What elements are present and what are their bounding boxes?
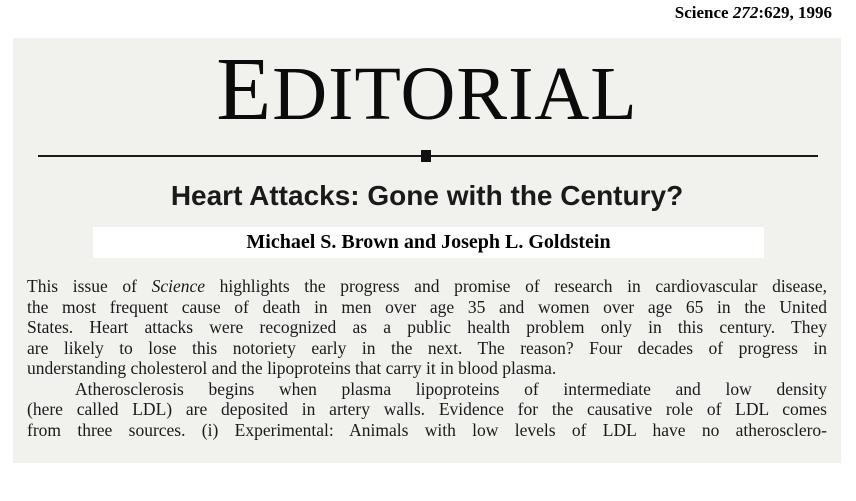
paragraph-1-line-1 bbox=[27, 276, 827, 297]
rule-marker bbox=[421, 150, 431, 162]
paragraph-1-line-3: States. Heart attacks were recognized as a public health problem only in this century. They bbox=[27, 317, 827, 337]
paragraph-1-line-5: understanding cholesterol and the lipoproteins that carry it in blood plasma. bbox=[27, 358, 557, 378]
article-body bbox=[27, 276, 827, 440]
byline: Michael S. Brown and Joseph L. Goldstein bbox=[246, 231, 611, 253]
scanned-article bbox=[13, 38, 841, 463]
journal-name: Science bbox=[151, 276, 205, 296]
paragraph-2-line-1: Atherosclerosis begins when plasma lipoproteins of intermediate and low density bbox=[75, 378, 827, 399]
citation-volume: 272 bbox=[732, 3, 759, 22]
byline-box bbox=[93, 227, 764, 258]
citation bbox=[675, 3, 832, 23]
citation-journal: Science bbox=[674, 3, 729, 22]
text-run: This issue of bbox=[27, 276, 152, 296]
masthead-rest: DITORIAL bbox=[272, 52, 638, 136]
editorial-masthead bbox=[13, 40, 841, 144]
citation-pages-year: :629, 1996 bbox=[758, 3, 832, 22]
paragraph-1-line-2: the most frequent cause of death in men over age 35 and women over age 65 in the United bbox=[27, 296, 827, 317]
paragraph-2-line-3: from three sources. (i) Experimental: Animals with low levels of LDL have no atherosclero- bbox=[27, 419, 827, 440]
article-headline: Heart Attacks: Gone with the Century? bbox=[170, 180, 684, 211]
text-run: highlights the progress and promise of research in cardiovascular disease, bbox=[205, 276, 827, 296]
paragraph-1-line-4: are likely to lose this notoriety early in the next. The reason? Four decades of progress in bbox=[27, 337, 827, 358]
paragraph-2-line-2: (here called LDL) are deposited in artery walls. Evidence for the causative role of LDL comes bbox=[27, 399, 827, 419]
masthead-first-letter: E bbox=[216, 40, 273, 139]
